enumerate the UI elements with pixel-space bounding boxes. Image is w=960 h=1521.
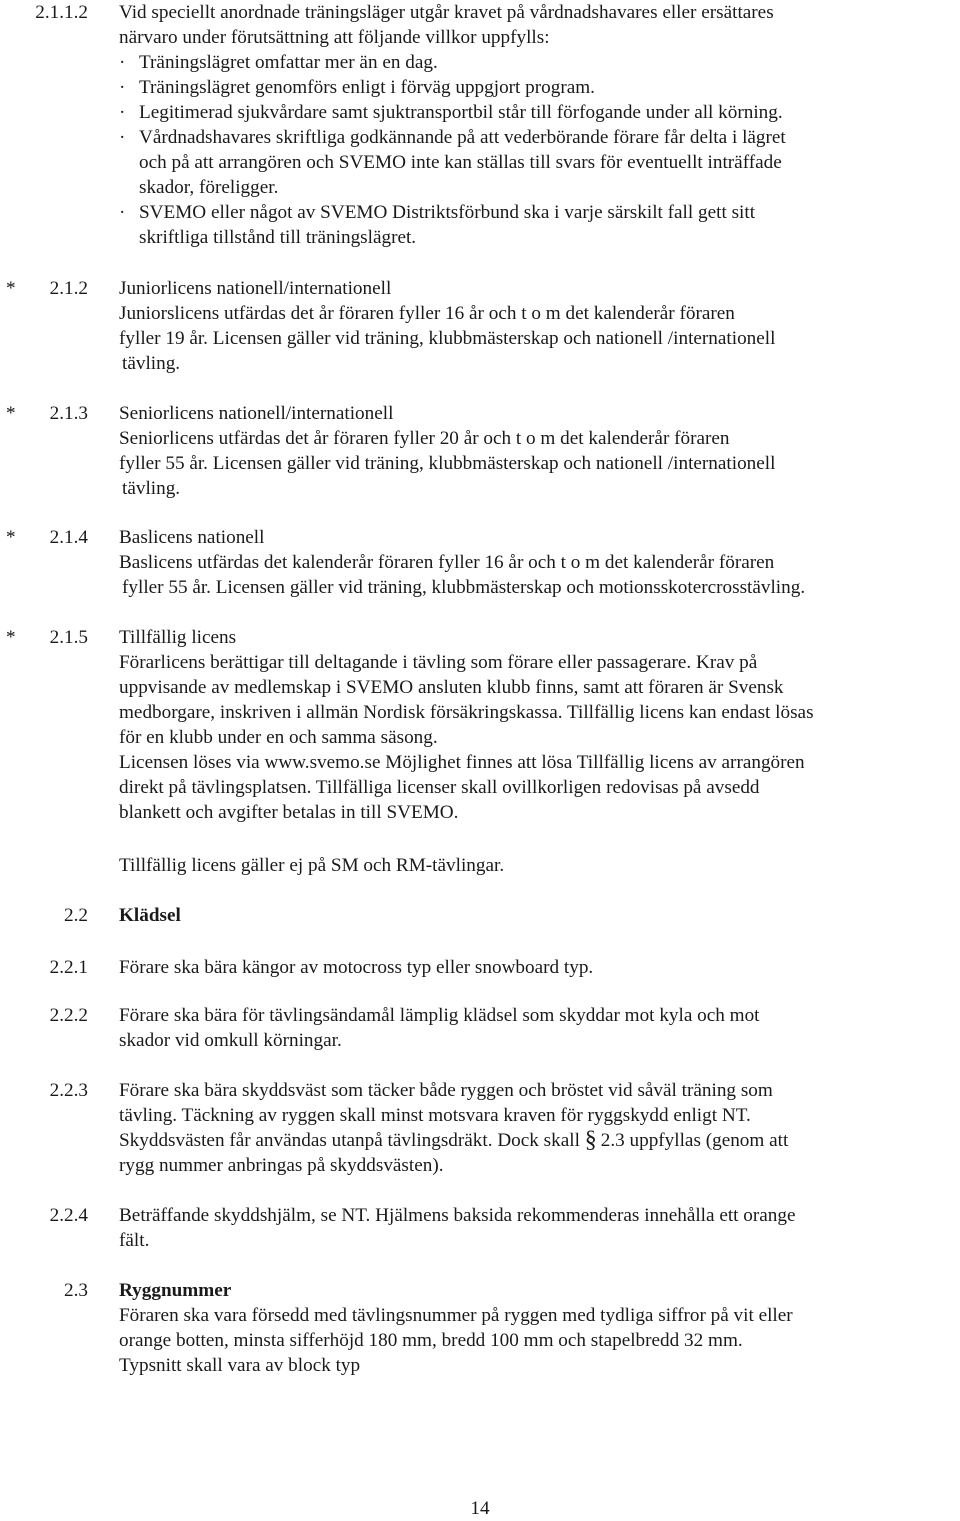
- section-title: Baslicens nationell: [119, 527, 265, 548]
- paragraph-line: fyller 55 år. Licensen gäller vid träning, klubbmästerskap och nationell /internationell: [119, 453, 776, 474]
- bullet-icon: ·: [119, 127, 126, 148]
- section-title: Juniorlicens nationell/internationell: [119, 278, 392, 299]
- list-item: [119, 200, 955, 250]
- bullet-icon: ·: [119, 77, 126, 98]
- section-number: 2.1.1.2: [35, 2, 88, 23]
- section-number: 2.2.2: [49, 1005, 88, 1026]
- section-number: 2.3: [64, 1280, 88, 1301]
- paragraph-line: Baslicens utfärdas det kalenderår föraren fyller 16 år och t o m det kalenderår föraren: [119, 552, 775, 573]
- paragraph-line: medborgare, inskriven i allmän Nordisk försäkringskassa. Tillfällig licens kan endast lösas: [119, 702, 814, 723]
- section-body: [119, 853, 955, 878]
- section-body: [119, 1278, 955, 1378]
- list-item: [119, 75, 955, 100]
- list-item: [119, 100, 955, 125]
- change-marker: *: [6, 627, 16, 648]
- paragraph-line: Typsnitt skall vara av block typ: [119, 1355, 361, 1376]
- change-marker: *: [6, 278, 16, 299]
- section-body: [119, 276, 955, 376]
- paragraph-line: tävling.: [122, 353, 181, 374]
- section-number: 2.1.3: [49, 403, 88, 424]
- change-marker: *: [6, 403, 16, 424]
- paragraph-line: direkt på tävlingsplatsen. Tillfälliga licenser skall ovillkorligen redovisas på avsedd: [119, 777, 760, 798]
- note-line: Tillfällig licens gäller ej på SM och RM-tävlingar.: [119, 855, 505, 876]
- change-marker: *: [6, 527, 16, 548]
- section-body: [119, 955, 955, 980]
- paragraph-line: rygg nummer anbringas på skyddsvästen).: [119, 1155, 444, 1176]
- section-body: [119, 1203, 955, 1253]
- paragraph-line: blankett och avgifter betalas in till SVEMO.: [119, 802, 459, 823]
- section-body: [119, 1078, 955, 1178]
- section-number: 2.1.2: [49, 278, 88, 299]
- bullet-icon: ·: [119, 102, 126, 123]
- section-body: [119, 525, 955, 600]
- section-number: 2.1.5: [49, 627, 88, 648]
- paragraph-line: tävling. Täckning av ryggen skall minst motsvara kraven för ryggskydd enligt NT.: [119, 1105, 751, 1126]
- section-number: 2.2.1: [49, 957, 88, 978]
- paragraph-line: fyller 19 år. Licensen gäller vid träning, klubbmästerskap och nationell /internationell: [119, 328, 776, 349]
- list-item-text: och på att arrangören och SVEMO inte kan ställas till svars för eventuellt inträffade: [139, 152, 782, 173]
- section-body: [119, 0, 955, 250]
- list-item-text: Träningslägret genomförs enligt i förväg uppgjort program.: [139, 77, 595, 98]
- section-number: 2.1.4: [49, 527, 88, 548]
- section-number: 2.2: [64, 905, 88, 926]
- paragraph-line: orange botten, minsta sifferhöjd 180 mm, bredd 100 mm och stapelbredd 32 mm.: [119, 1330, 743, 1351]
- section-body: [119, 1003, 955, 1053]
- paragraph-line: Juniorslicens utfärdas det år föraren fyller 16 år och t o m det kalenderår föraren: [119, 303, 735, 324]
- list-item-text: SVEMO eller något av SVEMO Distriktsförbund ska i varje särskilt fall gett sitt: [139, 202, 756, 223]
- paragraph-text: 2.3 uppfyllas (genom att: [600, 1130, 789, 1151]
- section-title: Ryggnummer: [119, 1280, 232, 1301]
- section-body: [119, 625, 955, 825]
- paragraph-line: Licensen löses via www.svemo.se Möjlighet finnes att lösa Tillfällig licens av arrangören: [119, 752, 805, 773]
- section-title: Klädsel: [119, 905, 181, 926]
- bullet-icon: ·: [119, 202, 126, 223]
- paragraph-line: Vid speciellt anordnade träningsläger utgår kravet på vårdnadshavares eller ersättares: [119, 2, 774, 23]
- paragraph-line: fält.: [119, 1230, 150, 1251]
- paragraph-line: för en klubb under en och samma säsong.: [119, 727, 438, 748]
- section-sign-icon: §: [584, 1127, 597, 1153]
- bullet-icon: ·: [119, 52, 126, 73]
- paragraph-line: uppvisande av medlemskap i SVEMO ansluten klubb finns, samt att föraren är Svensk: [119, 677, 784, 698]
- list-item-text: Vårdnadshavares skriftliga godkännande på att vederbörande förare får delta i lägret: [139, 127, 786, 148]
- paragraph-line: Förare ska bära skyddsväst som täcker både ryggen och bröstet vid såväl träning som: [119, 1080, 773, 1101]
- section-title: Seniorlicens nationell/internationell: [119, 403, 394, 424]
- section-number: 2.2.4: [49, 1205, 88, 1226]
- page-number: 14: [470, 1498, 490, 1519]
- paragraph-line: Förare ska bära kängor av motocross typ eller snowboard typ.: [119, 957, 594, 978]
- paragraph-line: skador vid omkull körningar.: [119, 1030, 342, 1051]
- paragraph-line: [119, 1128, 955, 1153]
- paragraph-line: Förare ska bära för tävlingsändamål lämplig klädsel som skyddar mot kyla och mot: [119, 1005, 760, 1026]
- section-title: Tillfällig licens: [119, 627, 237, 648]
- paragraph-line: Förarlicens berättigar till deltagande i tävling som förare eller passagerare. Krav på: [119, 652, 758, 673]
- paragraph-line: Seniorlicens utfärdas det år föraren fyller 20 år och t o m det kalenderår föraren: [119, 428, 730, 449]
- section-body: [119, 401, 955, 501]
- list-item: [119, 125, 955, 200]
- list-item: [119, 50, 955, 75]
- list-item-text: Legitimerad sjukvårdare samt sjuktransportbil står till förfogande under all körning.: [139, 102, 783, 123]
- paragraph-line: Beträffande skyddshjälm, se NT. Hjälmens baksida rekommenderas innehålla ett orange: [119, 1205, 796, 1226]
- paragraph-line: Föraren ska vara försedd med tävlingsnummer på ryggen med tydliga siffror på vit eller: [119, 1305, 793, 1326]
- paragraph-line: fyller 55 år. Licensen gäller vid träning, klubbmästerskap och motionsskotercrosstävling.: [122, 577, 806, 598]
- list-item-text: Träningslägret omfattar mer än en dag.: [139, 52, 438, 73]
- section-body: [119, 903, 955, 928]
- paragraph-text: Skyddsvästen får användas utanpå tävlingsdräkt. Dock skall: [119, 1130, 580, 1151]
- list-item-text: skador, föreligger.: [139, 177, 279, 198]
- list-item-text: skriftliga tillstånd till träningslägret.: [139, 227, 417, 248]
- section-number: 2.2.3: [49, 1080, 88, 1101]
- paragraph-line: närvaro under förutsättning att följande villkor uppfylls:: [119, 27, 550, 48]
- paragraph-line: tävling.: [122, 478, 181, 499]
